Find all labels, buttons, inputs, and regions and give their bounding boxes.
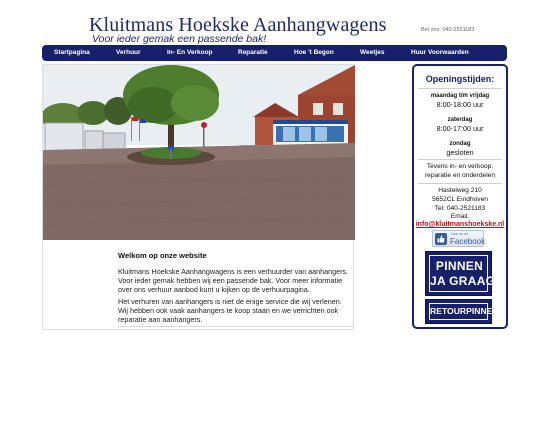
nav-in-en-verkoop[interactable]: In- En Verkoop: [167, 49, 213, 56]
street-photo-image: [43, 65, 355, 240]
schedule-day-saturday: zaterdag: [447, 117, 473, 123]
site-slogan: Voor ieder gemak een passende bak!: [92, 33, 267, 45]
thumbs-up-icon: [435, 233, 447, 245]
nav-startpagina[interactable]: Startpagina: [54, 49, 90, 56]
schedule-day-weekdays: maandag t/m vrijdag: [430, 93, 490, 99]
schedule-hours-sunday: gesloten: [446, 148, 474, 157]
retourpinnen-label: RETOURPINNEN: [430, 306, 499, 316]
nav-hoe-t-begon[interactable]: Hoe 't Begon: [294, 49, 334, 56]
pinnen-ja-graag-badge: [425, 251, 496, 296]
email-label: Email:: [450, 213, 470, 220]
site-title[interactable]: Kluitmans Hoekske Aanhangwagens: [89, 14, 387, 36]
facebook-like-label: Facebook: [450, 237, 486, 246]
facebook-like-small: Like us on: [451, 232, 469, 236]
sidebar-divider: [418, 183, 502, 184]
nav-verhuur[interactable]: Verhuur: [116, 49, 141, 56]
services-paragraph: Het verhuren van aanhangers is niet de enige service die wij verlenen. Wij hebben ook vaak aanhangers te koop staan en we verrichten ook reparatie aan aanhangers.: [118, 297, 342, 324]
facebook-like-button[interactable]: [432, 230, 484, 247]
content-divider: [118, 326, 354, 327]
nav-weetjes[interactable]: Weetjes: [360, 49, 385, 56]
email-link[interactable]: info@kluitmanshoekske.nl: [415, 221, 505, 228]
street-photo: [43, 65, 355, 240]
pinnen-line2: JA GRAAG: [430, 274, 496, 288]
address-city: 5652CL Eindhoven: [432, 196, 488, 203]
sidebar-opening-hours: [412, 64, 508, 329]
header-dot: ·: [42, 6, 44, 11]
nav-huur-voorwaarden[interactable]: Huur Voorwaarden: [411, 49, 469, 56]
nav-reparatie[interactable]: Reparatie: [238, 49, 268, 56]
sidebar-divider: [418, 159, 502, 160]
welcome-title: Welkom op onze website: [118, 251, 207, 260]
pinnen-line1: PINNEN: [435, 259, 484, 273]
sidebar-divider: [418, 88, 502, 89]
address-street: Hastelweg 210: [438, 187, 482, 194]
main-content: [42, 64, 354, 330]
opening-hours-title: Openingstijden:: [425, 74, 495, 84]
contact-phone: Tel: 040-2521183: [434, 205, 486, 212]
main-navbar: [42, 45, 507, 61]
services-note: Tevens in- en verkoop, reparatie en onderdelen: [424, 163, 496, 179]
schedule-day-sunday: zondag: [449, 141, 471, 147]
retourpinnen-badge: [425, 299, 499, 324]
schedule-hours-weekdays: 8:00-18:00 uur: [436, 100, 484, 109]
intro-paragraph: Kluitmans Hoekske Aanhangwagens is een verhuurder van aanhangers. Voor ieder gemak hebben wij een passende bak. Voor meer informatie over ons verhuur aanbod kunt u kijken op de verhuurpagina.: [118, 267, 349, 294]
schedule-hours-saturday: 8:00-17:00 uur: [436, 124, 484, 133]
header-phone: Bel ons: 040-2521183: [421, 27, 475, 33]
